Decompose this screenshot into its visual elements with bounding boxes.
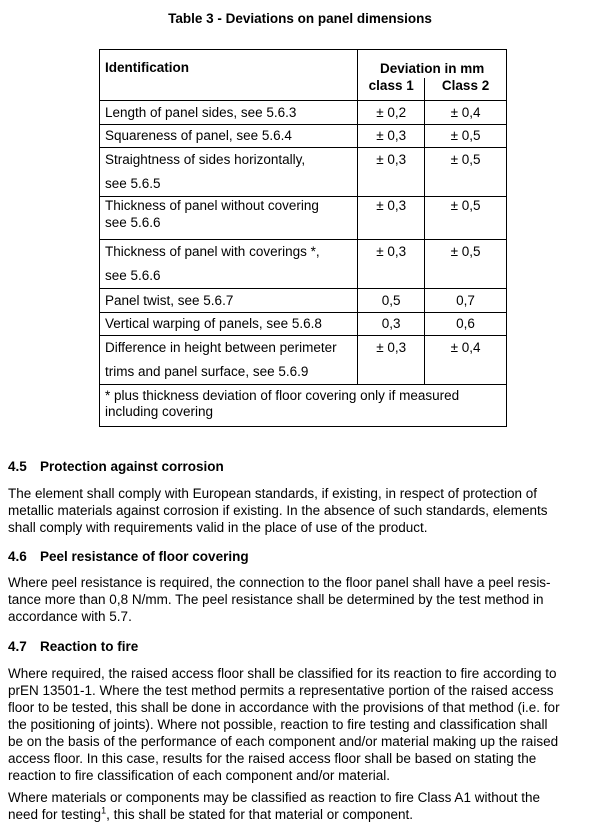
section-title: Protection against corrosion <box>40 459 224 474</box>
paragraph-line: metallic materials against corrosion if existing. In the absence of such standards, elements <box>8 503 548 518</box>
row-identification <box>100 336 358 385</box>
paragraph-line: Where peel resistance is required, the connection to the floor panel shall have a peel resis- <box>8 575 551 590</box>
row-class2-value: 0,7 <box>425 289 507 313</box>
section-number: 4.7 <box>8 639 27 654</box>
table-row <box>100 240 507 289</box>
row-identification-line2: see 5.6.5 <box>105 176 161 191</box>
paragraph-line: accordance with 5.7. <box>8 609 132 624</box>
section-title: Peel resistance of floor covering <box>40 549 249 564</box>
row-class1-value: ± 0,3 <box>358 148 425 197</box>
table-footnote <box>100 385 507 427</box>
row-class1-value: 0,3 <box>358 313 425 336</box>
table-row <box>100 289 507 313</box>
footnote-line1: * plus thickness deviation of floor covering only if measured <box>105 388 460 403</box>
section-heading-4-7 <box>8 639 138 654</box>
deviations-table <box>99 49 507 427</box>
row-class2-value: ± 0,5 <box>425 240 507 289</box>
table-footnote-row <box>100 385 507 427</box>
header-deviation: Deviation in mm <box>358 50 507 79</box>
row-identification: Vertical warping of panels, see 5.6.8 <box>100 313 358 336</box>
table-header-row <box>100 50 507 79</box>
section-number: 4.5 <box>8 459 27 474</box>
paragraph-line: prEN 13501-1. Where the test method permits a representative portion of the raised access <box>8 683 554 698</box>
paragraph-line: Where required, the raised access floor shall be classified for its reaction to fire according to <box>8 666 557 681</box>
row-class1-value: ± 0,3 <box>358 197 425 240</box>
paragraph-line: tance more than 0,8 N/mm. The peel resistance shall be determined by the test method in <box>8 592 544 607</box>
footnote-reference: 1 <box>101 805 107 816</box>
row-identification-line1: Straightness of sides horizontally, <box>105 152 306 167</box>
header-class2: Class 2 <box>425 78 507 101</box>
table-row <box>100 197 507 240</box>
row-class1-value: ± 0,3 <box>358 336 425 385</box>
row-identification: Panel twist, see 5.6.7 <box>100 289 358 313</box>
section-4-7-paragraph-1 <box>8 665 593 784</box>
row-class2-value: ± 0,4 <box>425 336 507 385</box>
paragraph-line: Where materials or components may be classified as reaction to fire Class A1 without the <box>8 790 540 805</box>
line-text: , this shall be stated for that material or component. <box>106 807 414 822</box>
section-heading-4-5 <box>8 459 224 474</box>
table-row <box>100 125 507 148</box>
section-4-5-paragraph <box>8 485 593 536</box>
paragraph-line <box>8 806 593 823</box>
row-identification: Squareness of panel, see 5.6.4 <box>100 125 358 148</box>
row-class1-value: ± 0,3 <box>358 125 425 148</box>
table-row <box>100 101 507 125</box>
row-class2-value: ± 0,5 <box>425 197 507 240</box>
row-identification-line2: see 5.6.6 <box>105 268 161 283</box>
row-identification: Length of panel sides, see 5.6.3 <box>100 101 358 125</box>
row-class2-value: 0,6 <box>425 313 507 336</box>
section-title: Reaction to fire <box>40 639 139 654</box>
paragraph-line: The element shall comply with European standards, if existing, in respect of protection of <box>8 486 538 501</box>
row-class1-value: ± 0,2 <box>358 101 425 125</box>
table-row <box>100 148 507 197</box>
header-identification: Identification <box>100 50 358 101</box>
table-row <box>100 313 507 336</box>
row-identification <box>100 240 358 289</box>
row-identification-line1: Thickness of panel with coverings *, <box>105 244 320 259</box>
section-4-7-paragraph-2 <box>8 789 593 823</box>
row-identification-line1: Difference in height between perimeter <box>105 340 337 355</box>
row-class2-value: ± 0,4 <box>425 101 507 125</box>
line-text: need for testing <box>8 807 102 822</box>
row-class2-value: ± 0,5 <box>425 125 507 148</box>
header-class1: class 1 <box>358 78 425 101</box>
paragraph-line: access floor. In this case, results for the raised access floor shall be based on stating the <box>8 751 537 766</box>
paragraph-line: floor to be tested, this shall be done in accordance with the provisions of that method (i.e. for <box>8 700 560 715</box>
section-heading-4-6 <box>8 549 249 564</box>
row-identification <box>100 148 358 197</box>
paragraph-line: reaction to fire classification of each component and/or material. <box>8 768 390 783</box>
row-identification-line1: Thickness of panel without covering <box>105 198 319 213</box>
row-class2-value: ± 0,5 <box>425 148 507 197</box>
row-identification-line2: trims and panel surface, see 5.6.9 <box>105 364 309 379</box>
table-row <box>100 336 507 385</box>
section-4-6-paragraph <box>8 574 593 625</box>
paragraph-line: be on the basis of the performance of each component and/or material making up the raised <box>8 734 559 749</box>
row-identification <box>100 197 358 240</box>
row-identification-line2: see 5.6.6 <box>105 215 161 230</box>
footnote-line2: including covering <box>105 404 214 419</box>
paragraph-line: shall comply with requirements valid in the place of use of the product. <box>8 520 428 535</box>
row-class1-value: ± 0,3 <box>358 240 425 289</box>
paragraph-line: the positioning of joints). Where not possible, reaction to fire testing and classification shall <box>8 717 548 732</box>
section-number: 4.6 <box>8 549 27 564</box>
table-caption: Table 3 - Deviations on panel dimensions <box>168 11 432 26</box>
row-class1-value: 0,5 <box>358 289 425 313</box>
